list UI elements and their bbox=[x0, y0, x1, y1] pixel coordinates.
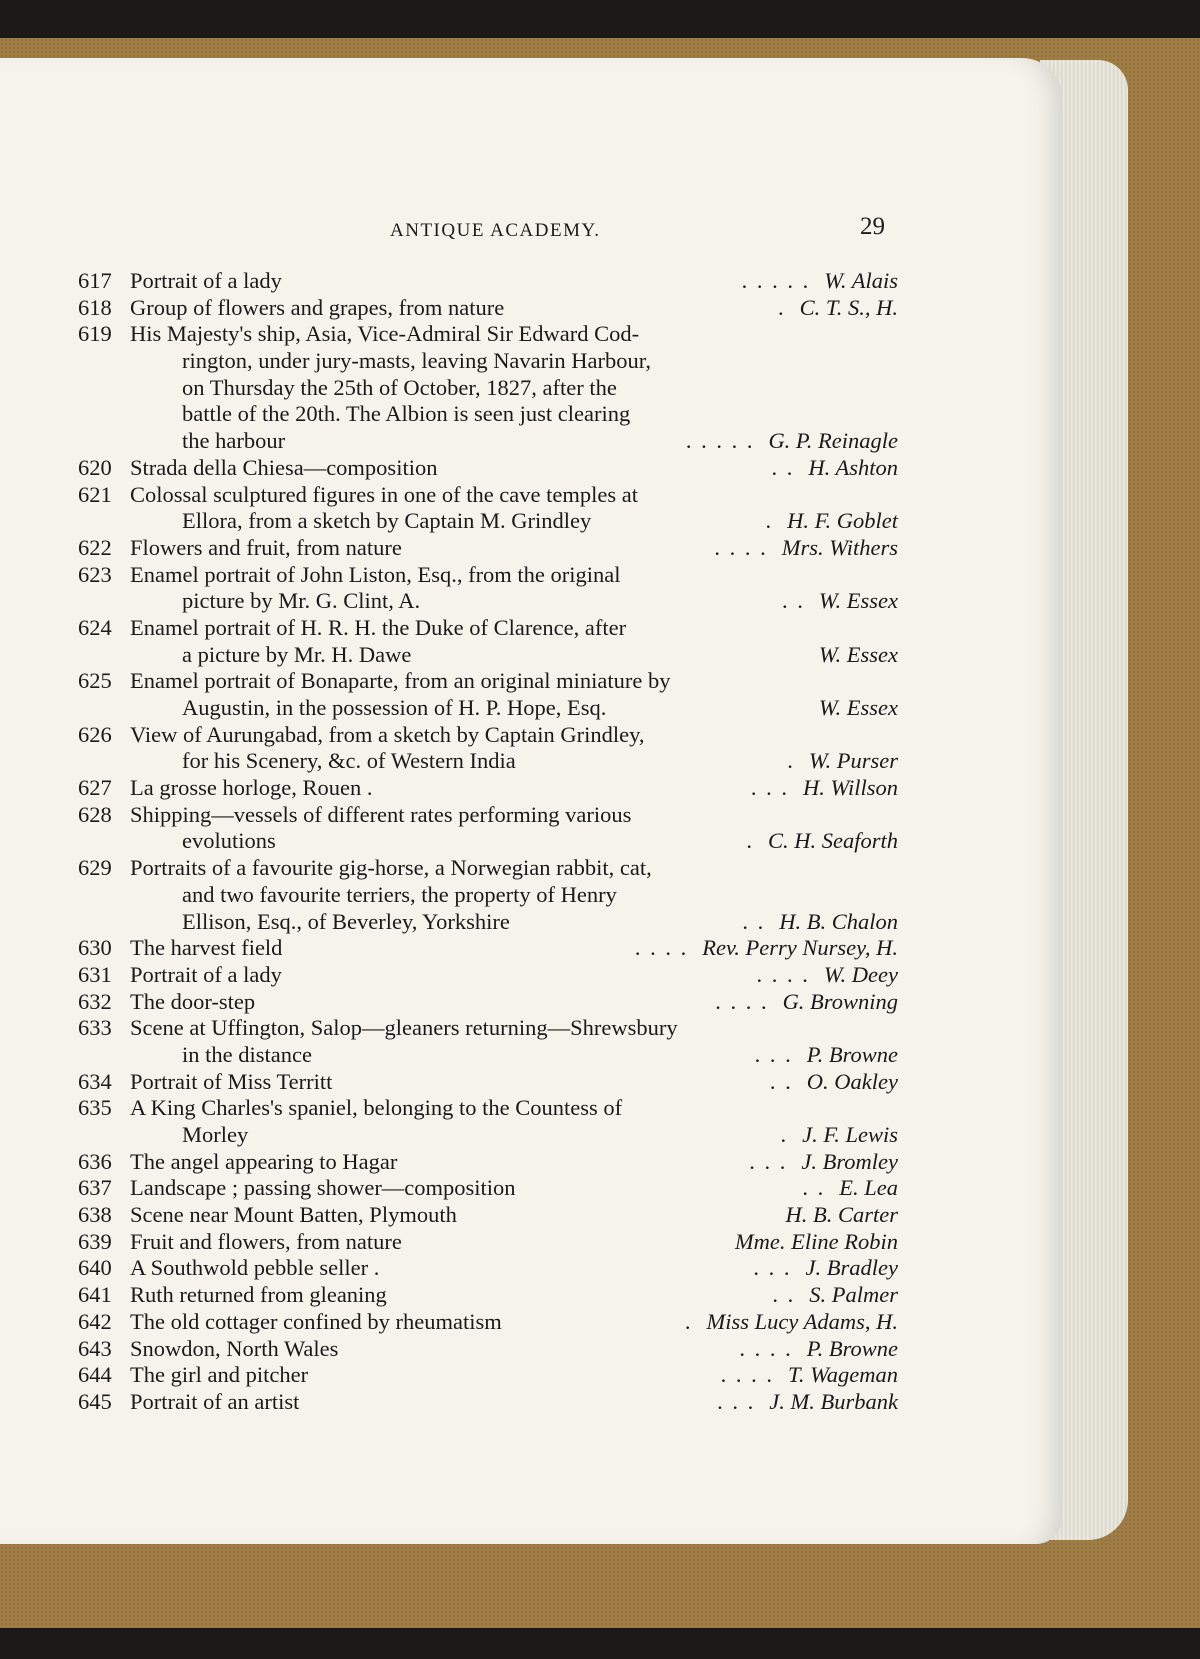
entry-number: 644 bbox=[78, 1362, 112, 1388]
entry-title-line: Ellison, Esq., of Beverley, Yorkshire bbox=[182, 908, 510, 934]
entry-number: 625 bbox=[78, 668, 112, 694]
entry-number: 631 bbox=[78, 961, 112, 987]
leader-dots: . . . bbox=[753, 1255, 792, 1281]
artist-name: T. Wageman bbox=[787, 1362, 898, 1388]
entry-title-line: Ruth returned from gleaning bbox=[130, 1282, 387, 1308]
artist-name: P. Browne bbox=[806, 1041, 898, 1067]
artist-name: J. F. Lewis bbox=[802, 1122, 898, 1147]
entry-title-line: The door-step bbox=[130, 988, 256, 1014]
entry-title-line: Strada della Chiesa—composition bbox=[130, 454, 438, 480]
entry-number: 638 bbox=[78, 1202, 112, 1228]
artist-name: W. Essex bbox=[818, 588, 898, 614]
catalogue-entry bbox=[78, 268, 898, 295]
catalogue-entry bbox=[78, 1149, 898, 1176]
artist-name: C. H. Seaforth bbox=[767, 828, 898, 854]
entry-title-line: The old cottager confined by rheumatism bbox=[130, 1308, 502, 1334]
entry-title-line: Enamel portrait of John Liston, Esq., from the original bbox=[130, 561, 621, 587]
entry-title-line: Portrait of a lady bbox=[130, 268, 282, 293]
entry-title-line: Flowers and fruit, from nature bbox=[130, 534, 402, 560]
catalogue-entry bbox=[78, 989, 898, 1016]
entry-title-line: Portraits of a favourite gig-horse, a Norwegian rabbit, cat, bbox=[130, 855, 652, 881]
catalogue-entry bbox=[78, 1095, 898, 1148]
entry-number: 639 bbox=[78, 1228, 112, 1254]
entry-number: 621 bbox=[78, 481, 112, 507]
catalogue-entry bbox=[78, 482, 898, 535]
entry-title-line: A King Charles's spaniel, belonging to the Countess of bbox=[130, 1095, 623, 1121]
artist-name: H. Willson bbox=[802, 775, 898, 801]
artist-name: E. Lea bbox=[839, 1175, 898, 1201]
entry-number: 634 bbox=[78, 1068, 112, 1094]
entry-title-line: Portrait of an artist bbox=[130, 1388, 300, 1414]
entry-title-line: for his Scenery, &c. of Western India bbox=[182, 748, 516, 774]
leader-dots: . . bbox=[771, 454, 795, 480]
entry-number: 619 bbox=[78, 321, 112, 347]
catalogue-entry bbox=[78, 1389, 898, 1416]
leader-dots: . . . . bbox=[739, 1335, 793, 1361]
leader-dots: . . . . bbox=[720, 1362, 774, 1388]
entry-title-line: La grosse horloge, Rouen . bbox=[130, 775, 373, 801]
running-head: ANTIQUE ACADEMY. bbox=[390, 220, 601, 241]
leader-dots: . . . . bbox=[715, 988, 769, 1014]
entry-title-line: Scene at Uffington, Salop—gleaners returning—Shrewsbury bbox=[130, 1015, 678, 1041]
entry-title-line: Portrait of Miss Territt bbox=[130, 1068, 333, 1094]
artist-name: H. B. Chalon bbox=[779, 908, 898, 934]
leader-dots: . . . . bbox=[714, 534, 768, 560]
leader-dots: . . bbox=[769, 1068, 793, 1094]
entry-number: 640 bbox=[78, 1255, 112, 1281]
catalogue-entry bbox=[78, 1362, 898, 1389]
entry-title-line: the harbour bbox=[182, 428, 286, 454]
catalogue-entry bbox=[78, 1175, 898, 1202]
catalogue-entry bbox=[78, 295, 898, 322]
leader-dots: . bbox=[778, 294, 786, 320]
entry-number: 636 bbox=[78, 1148, 112, 1174]
artist-name: Miss Lucy Adams, H. bbox=[706, 1308, 898, 1334]
page-number: 29 bbox=[860, 213, 885, 240]
entry-number: 629 bbox=[78, 855, 112, 881]
entry-number: 633 bbox=[78, 1015, 112, 1041]
artist-name: H. B. Carter bbox=[785, 1202, 898, 1228]
entry-number: 617 bbox=[78, 268, 112, 293]
catalogue-entry bbox=[78, 562, 898, 615]
catalogue-entry bbox=[78, 1202, 898, 1229]
entry-title-line: evolutions bbox=[182, 828, 276, 854]
entry-title-line: The girl and pitcher bbox=[130, 1362, 309, 1388]
artist-name: G. Browning bbox=[782, 988, 898, 1014]
leader-dots: . . . bbox=[750, 775, 789, 801]
catalogue-entry bbox=[78, 1015, 898, 1068]
catalogue-entry bbox=[78, 935, 898, 962]
artist-name: W. Essex bbox=[818, 695, 898, 720]
entry-number: 618 bbox=[78, 294, 112, 320]
artist-name: W. Alais bbox=[824, 268, 898, 293]
catalogue-entry bbox=[78, 802, 898, 855]
leader-dots: . . . bbox=[717, 1388, 756, 1414]
catalogue-entries bbox=[78, 268, 898, 1416]
leader-dots: . . bbox=[742, 908, 766, 934]
catalogue-entry bbox=[78, 535, 898, 562]
artist-name: S. Palmer bbox=[809, 1282, 898, 1308]
artist-name: W. Essex bbox=[818, 641, 898, 667]
artist-name: O. Oakley bbox=[806, 1068, 898, 1094]
entry-title-line: on Thursday the 25th of October, 1827, after the bbox=[182, 374, 617, 400]
entry-title-line: a picture by Mr. H. Dawe bbox=[182, 641, 412, 667]
entry-title-line: picture by Mr. G. Clint, A. bbox=[182, 588, 421, 614]
entry-title-line: Portrait of a lady bbox=[130, 961, 282, 987]
entry-number: 632 bbox=[78, 988, 112, 1014]
entry-number: 628 bbox=[78, 801, 112, 827]
entry-title-line: A Southwold pebble seller . bbox=[130, 1255, 380, 1281]
entry-title-line: Enamel portrait of Bonaparte, from an original miniature by bbox=[130, 668, 671, 694]
entry-title-line: The angel appearing to Hagar bbox=[130, 1148, 398, 1174]
entry-title-line: in the distance bbox=[182, 1041, 312, 1067]
artist-name: J. Bradley bbox=[805, 1255, 898, 1281]
catalogue-entry bbox=[78, 722, 898, 775]
entry-number: 643 bbox=[78, 1335, 112, 1361]
entry-title-line: battle of the 20th. The Albion is seen just clearing bbox=[182, 401, 631, 427]
entry-number: 635 bbox=[78, 1095, 112, 1121]
catalogue-entry bbox=[78, 962, 898, 989]
artist-name: J. M. Burbank bbox=[769, 1388, 898, 1414]
catalogue-entry bbox=[78, 321, 898, 454]
entry-number: 642 bbox=[78, 1308, 112, 1334]
entry-title-line: Morley bbox=[182, 1122, 249, 1147]
leader-dots: . bbox=[780, 1122, 789, 1147]
entry-number: 620 bbox=[78, 454, 112, 480]
entry-title-line: Fruit and flowers, from nature bbox=[130, 1228, 402, 1254]
catalogue-entry bbox=[78, 855, 898, 935]
entry-number: 623 bbox=[78, 561, 112, 587]
entry-title-line: Group of flowers and grapes, from nature bbox=[130, 294, 505, 320]
catalogue-entry bbox=[78, 1336, 898, 1363]
entry-number: 641 bbox=[78, 1282, 112, 1308]
leader-dots: . bbox=[787, 748, 795, 774]
leader-dots: . bbox=[765, 508, 774, 534]
entry-number: 627 bbox=[78, 775, 112, 801]
entry-title-line: Colossal sculptured figures in one of the cave temples at bbox=[130, 481, 638, 507]
artist-name: G. P. Reinagle bbox=[768, 428, 898, 454]
leader-dots: . bbox=[684, 1308, 693, 1334]
leader-dots: . . . . . bbox=[685, 428, 755, 454]
artist-name: H. Ashton bbox=[808, 454, 898, 480]
leader-dots: . . . . bbox=[756, 961, 810, 987]
artist-name: Mme. Eline Robin bbox=[734, 1228, 898, 1254]
artist-name: C. T. S., H. bbox=[799, 294, 898, 320]
entry-title-line: Ellora, from a sketch by Captain M. Grindley bbox=[182, 508, 592, 534]
catalogue-entry bbox=[78, 455, 898, 482]
artist-name: W. Deey bbox=[823, 961, 898, 987]
catalogue-entry bbox=[78, 775, 898, 802]
entry-title-line: View of Aurungabad, from a sketch by Captain Grindley, bbox=[130, 721, 645, 747]
entry-title-line: Augustin, in the possession of H. P. Hope, Esq. bbox=[182, 695, 607, 720]
entry-title-line: The harvest field bbox=[130, 935, 283, 961]
catalogue-entry bbox=[78, 615, 898, 668]
entry-number: 626 bbox=[78, 721, 112, 747]
entry-number: 637 bbox=[78, 1175, 112, 1201]
entry-title-line: and two favourite terriers, the property of Henry bbox=[182, 881, 617, 907]
leader-dots: . . . bbox=[754, 1041, 793, 1067]
entry-number: 624 bbox=[78, 614, 112, 640]
catalogue-entry bbox=[78, 1309, 898, 1336]
entry-title-line: His Majesty's ship, Asia, Vice-Admiral Sir Edward Cod- bbox=[130, 321, 640, 347]
leader-dots: . bbox=[746, 828, 754, 854]
entry-title-line: Scene near Mount Batten, Plymouth bbox=[130, 1202, 457, 1228]
entry-title-line: Enamel portrait of H. R. H. the Duke of Clarence, after bbox=[130, 614, 627, 640]
catalogue-entry bbox=[78, 1069, 898, 1096]
entry-title-line: Landscape ; passing shower—composition bbox=[130, 1175, 516, 1201]
artist-name: W. Purser bbox=[808, 748, 898, 774]
entry-number: 630 bbox=[78, 935, 112, 961]
leader-dots: . . . . . bbox=[741, 268, 811, 293]
leader-dots: . . . . bbox=[634, 935, 689, 961]
artist-name: P. Browne bbox=[806, 1335, 898, 1361]
leader-dots: . . bbox=[781, 588, 805, 614]
artist-name: Rev. Perry Nursey, H. bbox=[702, 935, 898, 961]
catalogue-entry bbox=[78, 1255, 898, 1282]
leader-dots: . . bbox=[772, 1282, 796, 1308]
leader-dots: . . bbox=[802, 1175, 826, 1201]
leader-dots: . . . bbox=[749, 1148, 788, 1174]
entry-number: 645 bbox=[78, 1388, 112, 1414]
entry-title-line: rington, under jury-masts, leaving Navarin Harbour, bbox=[182, 348, 651, 374]
catalogue-entry bbox=[78, 1282, 898, 1309]
artist-name: Mrs. Withers bbox=[781, 534, 898, 560]
artist-name: J. Bromley bbox=[801, 1148, 898, 1174]
entry-title-line: Snowdon, North Wales bbox=[130, 1335, 339, 1361]
entry-title-line: Shipping—vessels of different rates performing various bbox=[130, 801, 632, 827]
entry-number: 622 bbox=[78, 534, 112, 560]
catalogue-entry bbox=[78, 668, 898, 721]
artist-name: H. F. Goblet bbox=[787, 508, 898, 534]
catalogue-entry bbox=[78, 1229, 898, 1256]
